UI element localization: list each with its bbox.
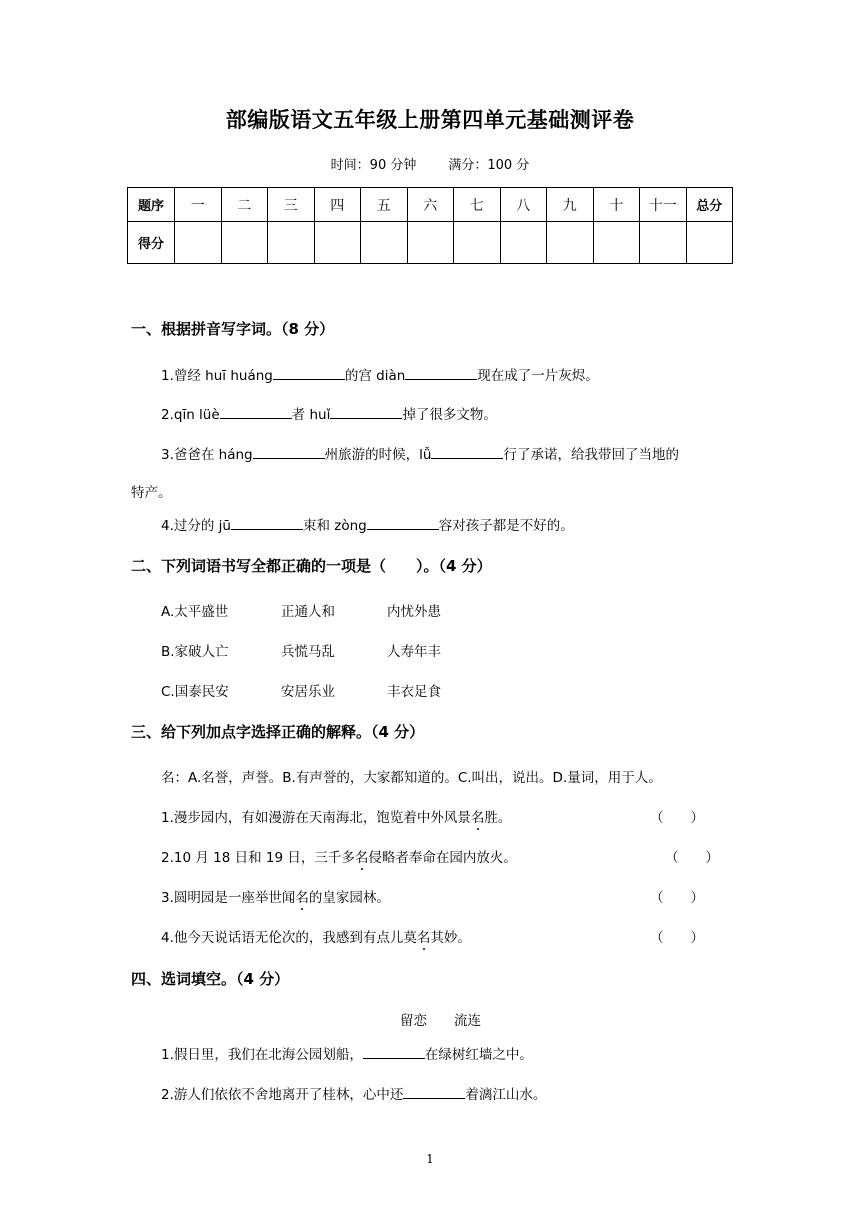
option-word: B.家破人亡 (161, 644, 229, 660)
section-3-title: 三、给下列加点字选择正确的解释。（4 分） (131, 723, 425, 741)
question-text: 2.qīn lüè (161, 407, 220, 423)
question-3-1 (161, 806, 511, 826)
score-cell[interactable] (314, 222, 361, 264)
question-1-3 (161, 443, 679, 463)
score-table-header: 总分 (686, 188, 733, 222)
score-cell[interactable] (268, 222, 315, 264)
question-4-1 (161, 1043, 533, 1063)
score-table-header: 二 (221, 188, 268, 222)
score-table-header: 八 (500, 188, 547, 222)
answer-paren[interactable]: （ ） (650, 930, 704, 946)
option-word: 兵慌马乱 (281, 644, 335, 660)
answer-blank[interactable] (253, 444, 325, 459)
question-3-4 (161, 926, 471, 946)
answer-paren[interactable]: （ ） (665, 850, 719, 866)
question-text: 束和 zòng (302, 518, 367, 534)
score-table-header: 一 (175, 188, 222, 222)
score-cell[interactable] (361, 222, 408, 264)
question-3-3 (161, 886, 390, 906)
score-row-label: 得分 (128, 222, 175, 264)
dotted-char: 名 (295, 890, 309, 906)
option-word: 内忧外患 (387, 604, 441, 620)
answer-blank[interactable] (273, 365, 345, 380)
question-text: 其妙。 (430, 930, 471, 946)
exam-full-score: 满分：100 分 (448, 158, 530, 173)
score-table-header: 七 (454, 188, 501, 222)
question-1-3-continued: 特产。 (131, 485, 172, 501)
question-1-2 (161, 403, 497, 423)
score-table-header: 五 (361, 188, 408, 222)
option-word: C.国泰民安 (161, 684, 229, 700)
option-b[interactable] (161, 640, 441, 660)
page-number: 1 (426, 1152, 434, 1166)
question-1-4 (161, 514, 574, 534)
option-word: A.太平盛世 (161, 604, 229, 620)
score-table-header-row (128, 188, 733, 222)
section-2-title: 二、下列词语书写全都正确的一项是（ ）。（4 分） (131, 557, 492, 575)
score-cell[interactable] (547, 222, 594, 264)
answer-blank[interactable] (403, 1084, 465, 1099)
score-table-header: 十 (593, 188, 640, 222)
question-text: 行了承诺，给我带回了当地的 (503, 447, 679, 463)
question-text: 1.漫步园内，有如漫游在天南海北，饱览着中外风景 (161, 810, 471, 826)
score-cell[interactable] (686, 222, 733, 264)
dotted-char: 名 (416, 930, 431, 946)
answer-blank[interactable] (431, 444, 503, 459)
exam-time: 时间：90 分钟 (330, 158, 417, 173)
answer-paren[interactable]: （ ） (650, 890, 704, 906)
question-text: 掉了很多文物。 (402, 407, 497, 423)
score-cell[interactable] (407, 222, 454, 264)
score-table-score-row (128, 222, 733, 264)
score-table-header: 题序 (128, 188, 175, 222)
question-text: 容对孩子都是不好的。 (438, 518, 574, 534)
dotted-char: 名 (470, 810, 485, 826)
question-text: 2.10 月 18 日和 19 日，三千多 (161, 850, 355, 866)
score-cell[interactable] (500, 222, 547, 264)
score-cell[interactable] (454, 222, 501, 264)
score-table-header: 六 (407, 188, 454, 222)
score-cell[interactable] (221, 222, 268, 264)
score-cell[interactable] (175, 222, 222, 264)
option-c[interactable] (161, 680, 441, 700)
question-text: 的宫 diàn (344, 368, 406, 384)
question-text: 4.他今天说话语无伦次的，我感到有点儿莫 (161, 930, 417, 946)
option-word: 人寿年丰 (387, 644, 441, 660)
score-cell[interactable] (640, 222, 687, 264)
question-text: 在绿树红墙之中。 (424, 1047, 533, 1063)
word-choices: 留恋 流连 (400, 1013, 481, 1029)
question-3-2 (161, 846, 517, 866)
score-table-header: 四 (314, 188, 361, 222)
answer-blank[interactable] (220, 404, 292, 419)
score-table-header: 九 (547, 188, 594, 222)
score-cell[interactable] (593, 222, 640, 264)
option-word: 丰衣足食 (387, 684, 441, 700)
answer-blank[interactable] (330, 404, 402, 419)
question-text: 侵略者奉命在园内放火。 (368, 850, 517, 866)
answer-blank[interactable] (363, 1044, 425, 1059)
option-word: 正通人和 (281, 604, 335, 620)
question-text: 1.曾经 huī huáng (161, 368, 273, 384)
answer-blank[interactable] (231, 515, 303, 530)
question-text: 着漓江山水。 (465, 1087, 547, 1103)
answer-blank[interactable] (405, 365, 477, 380)
question-text: 胜。 (484, 810, 512, 826)
answer-paren[interactable]: （ ） (650, 810, 704, 826)
question-text: 4.过分的 jū (161, 518, 231, 534)
score-table-header: 十一 (640, 188, 687, 222)
answer-blank[interactable] (367, 515, 439, 530)
question-text: 2.游人们依依不舍地离开了桂林，心中还 (161, 1087, 404, 1103)
section-4-title: 四、选词填空。（4 分） (131, 970, 290, 988)
exam-meta (0, 154, 860, 173)
question-text: 3.圆明园是一座举世闻 (161, 890, 296, 906)
page-title: 部编版语文五年级上册第四单元基础测评卷 (225, 108, 635, 132)
option-a[interactable] (161, 600, 441, 620)
question-text: 现在成了一片灰烬。 (477, 368, 599, 384)
definition-list: 名：A.名誉，声誉。B.有声誉的，大家都知道的。C.叫出，说出。D.量词，用于人。 (161, 770, 662, 786)
section-1-title: 一、根据拼音写字词。（8 分） (131, 320, 335, 338)
question-text: 3.爸爸在 háng (161, 447, 253, 463)
option-word: 安居乐业 (281, 684, 335, 700)
question-text: 者 huǐ (291, 407, 331, 423)
dotted-char: 名 (354, 850, 369, 866)
question-4-2 (161, 1083, 546, 1103)
question-text: 的皇家园林。 (308, 890, 390, 906)
score-table (127, 187, 733, 264)
question-text: 1.假日里，我们在北海公园划船， (161, 1047, 363, 1063)
question-1-1 (161, 364, 599, 384)
score-table-header: 三 (268, 188, 315, 222)
question-text: 州旅游的时候，lǚ (324, 447, 432, 463)
